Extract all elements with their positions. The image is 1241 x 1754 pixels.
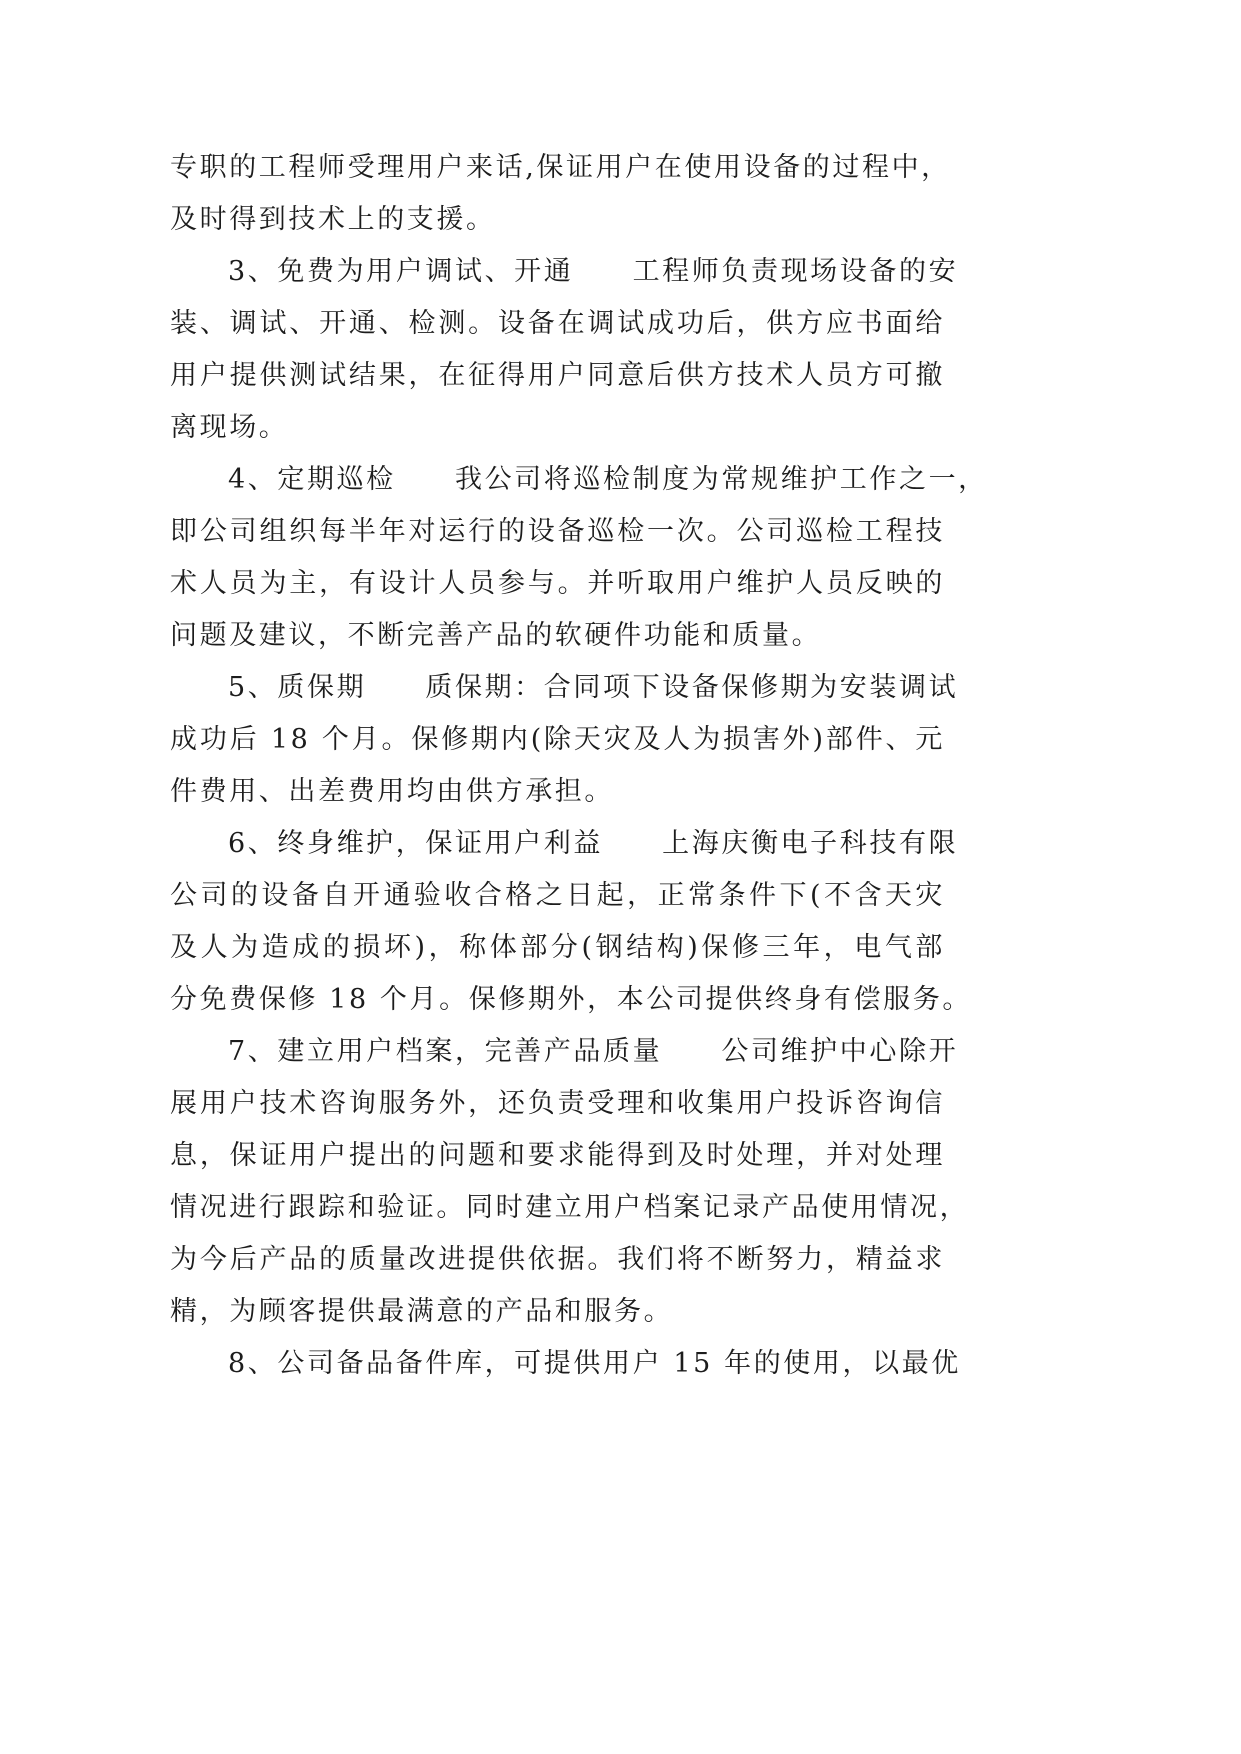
text-line: 公司的设备自开通验收合格之日起，正常条件下(不含天灾 [170, 880, 945, 911]
text-line: 用户提供测试结果，在征得用户同意后供方技术人员方可撤 [170, 360, 945, 391]
text-line: 装、调试、开通、检测。设备在调试成功后，供方应书面给 [170, 308, 945, 339]
text-line: 及时得到技术上的支援。 [170, 204, 496, 235]
paragraph-item-5 [170, 662, 959, 818]
text-line: 件费用、出差费用均由供方承担。 [170, 776, 614, 807]
text-line: 术人员为主，有设计人员参与。并听取用户维护人员反映的 [170, 568, 945, 599]
text-line: 展用户技术咨询服务外，还负责受理和收集用户投诉咨询信 [170, 1088, 945, 1119]
text-line: 问题及建议，不断完善产品的软硬件功能和质量。 [170, 620, 822, 651]
paragraph-item-3 [170, 246, 959, 454]
text-line: 离现场。 [170, 412, 289, 443]
text-line: 3、免费为用户调试、开通 工程师负责现场设备的安 [228, 256, 959, 287]
text-line: 情况进行跟踪和验证。同时建立用户档案记录产品使用情况， [170, 1192, 970, 1223]
text-line: 8、公司备品备件库，可提供用户 15 年的使用，以最优 [228, 1348, 961, 1379]
text-line: 精，为顾客提供最满意的产品和服务。 [170, 1296, 674, 1327]
paragraph-item-4 [170, 454, 988, 662]
text-line: 专职的工程师受理用户来话,保证用户在使用设备的过程中， [170, 152, 951, 183]
text-line: 即公司组织每半年对运行的设备巡检一次。公司巡检工程技 [170, 516, 945, 547]
text-line: 7、建立用户档案，完善产品质量 公司维护中心除开 [228, 1036, 959, 1067]
text-line: 为今后产品的质量改进提供依据。我们将不断努力，精益求 [170, 1244, 945, 1275]
text-line: 5、质保期 质保期：合同项下设备保修期为安装调试 [228, 672, 959, 703]
paragraph-item-8 [170, 1338, 961, 1390]
paragraph-item-6 [170, 818, 972, 1026]
paragraph-item-7 [170, 1026, 970, 1338]
paragraph-continuation [170, 142, 951, 246]
text-line: 息，保证用户提出的问题和要求能得到及时处理，并对处理 [170, 1140, 945, 1171]
text-line: 成功后 18 个月。保修期内(除天灾及人为损害外)部件、元 [170, 724, 945, 755]
text-line: 4、定期巡检 我公司将巡检制度为常规维护工作之一， [228, 464, 988, 495]
text-line: 6、终身维护，保证用户利益 上海庆衡电子科技有限 [228, 828, 959, 859]
text-line: 及人为造成的损坏)，称体部分(钢结构)保修三年，电气部 [170, 932, 945, 963]
document-body [170, 142, 988, 1390]
text-line: 分免费保修 18 个月。保修期外，本公司提供终身有偿服务。 [170, 984, 972, 1015]
